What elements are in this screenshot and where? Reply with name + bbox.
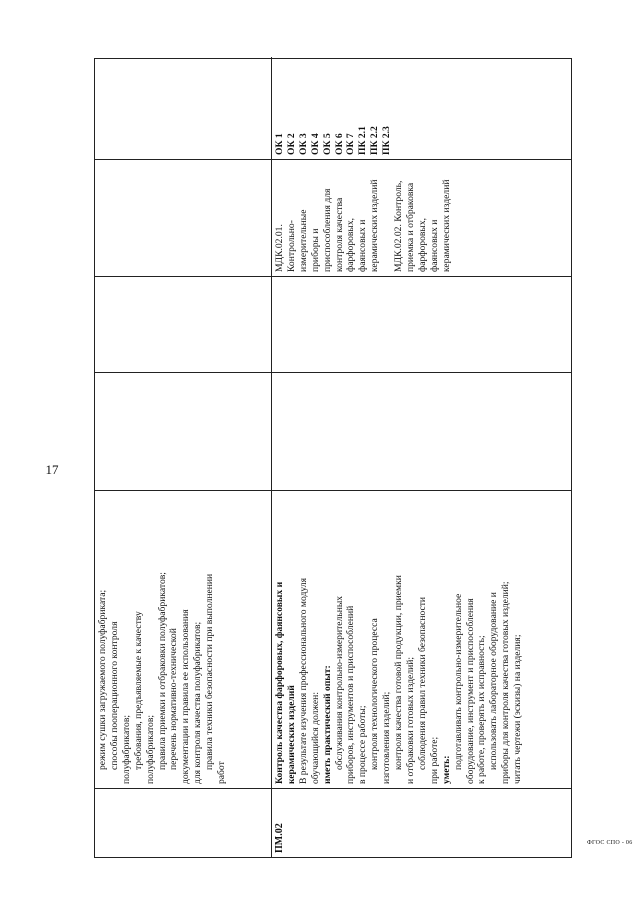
content-line: работ	[216, 761, 228, 784]
content-line: соблюдения правил техники безопасности	[416, 596, 428, 770]
row2-code-cell: ПМ.02	[272, 788, 571, 857]
content-line: подготавливать контрольно-измерительное	[452, 593, 464, 770]
mdk-line: контроля качества	[333, 197, 345, 272]
competency-code: ПК 2.1	[357, 126, 369, 155]
content-line: Контроль качества фарфоровых, фаянсовых и	[274, 581, 285, 784]
content-line: контроля качества готовой продукции, приемки	[393, 575, 405, 770]
competency-code: ОК 3	[297, 133, 309, 155]
content-line: при работе;	[428, 736, 440, 784]
content-line: керамических изделий	[285, 685, 297, 784]
content-line: требования, предъявляемые к качеству	[132, 611, 144, 770]
mdk-line: керамических изделий	[440, 179, 452, 272]
competency-code: ОК 1	[274, 133, 285, 155]
content-line: перечень нормативно-технической	[168, 628, 180, 770]
content-line: оборудование, инструмент и приспособления	[464, 598, 476, 784]
content-line: полуфабрикатов;	[120, 714, 132, 784]
row2-hours-class-cell	[272, 276, 571, 372]
mdk-line: приборы и	[309, 228, 321, 272]
content-line: изготовления изделий;	[381, 691, 393, 784]
row2-hours-total-cell	[272, 372, 571, 490]
mdk-line: фаянсовых и	[357, 219, 369, 272]
mdk-line: фарфоровых,	[416, 217, 428, 272]
mdk-line: фарфоровых,	[345, 217, 357, 272]
footer-standard-code: ФГОС СПО - 06	[587, 840, 633, 846]
content-line: способы пооперационного контроля	[108, 621, 120, 770]
content-line: приборы для контроля качества готовых изделий;	[500, 581, 512, 784]
content-line: для контроля качества полуфабрикатов;	[192, 621, 204, 784]
row1-hours-total-cell	[95, 372, 272, 490]
competency-code: ОК 6	[333, 133, 345, 155]
content-line: и отбраковки готовых изделий;	[404, 656, 416, 784]
content-line: читать чертежи (эскизы) на изделия;	[512, 634, 524, 784]
mdk-line: Контрольно-	[285, 220, 297, 272]
competency-code: ОК 7	[345, 133, 357, 155]
content-line: режим сушки загружаемого полуфабриката;	[97, 589, 108, 770]
content-line: приборов, инструментов и приспособлений	[345, 605, 357, 784]
content-line: правила приемки и отбраковки полуфабрикатов;	[156, 572, 168, 770]
content-line: к работе, проверять их исправность;	[476, 635, 488, 784]
mdk-line: керамических изделий	[369, 179, 381, 272]
competency-code: ОК 5	[321, 133, 333, 155]
competency-code: ОК 2	[285, 133, 297, 155]
row1-code-cell	[95, 788, 272, 857]
row2-mdk-cell	[272, 159, 571, 276]
competency-code: ОК 4	[309, 133, 321, 155]
content-line: контроля технологического процесса	[369, 618, 381, 770]
row1-mdk-cell	[95, 159, 272, 276]
content-line: использовать лабораторное оборудование и	[488, 592, 500, 770]
mdk-line: МДК.02.01.	[274, 224, 285, 272]
curriculum-table	[94, 58, 572, 858]
competency-code: ПК 2.3	[381, 126, 393, 155]
mdk-line: фаянсовых и	[428, 219, 440, 272]
row2-competencies-cell	[272, 57, 571, 159]
content-line: В результате изучения профессионального модуля	[297, 578, 309, 784]
table-wrapper	[94, 58, 572, 858]
mdk-entry	[274, 164, 381, 272]
row2-content-cell	[272, 490, 571, 788]
mdk-line: приспособления для	[321, 188, 333, 272]
row1-content-cell	[95, 490, 272, 788]
content-line: уметь:	[440, 755, 452, 784]
content-line: иметь практический опыт:	[321, 665, 333, 784]
content-line: полуфабрикатов;	[144, 714, 156, 784]
row1-competencies-cell	[95, 57, 272, 159]
mdk-line: МДК.02.02. Контроль,	[393, 180, 405, 272]
competency-code: ПК 2.2	[369, 126, 381, 155]
content-line: в процессе работы;	[357, 705, 369, 784]
mdk-line: приемка и отбраковка	[405, 182, 417, 272]
content-line: обучающийся должен:	[309, 692, 321, 784]
page-number: 17	[45, 462, 59, 477]
content-line: обслуживания контрольно-измерительных	[333, 595, 345, 770]
row1-hours-class-cell	[95, 276, 272, 372]
content-line: документации и правила ее использования	[180, 609, 192, 784]
content-line: правила техники безопасности при выполнении	[204, 573, 216, 770]
mdk-line: измерительные	[297, 209, 309, 272]
mdk-entry	[393, 164, 453, 272]
